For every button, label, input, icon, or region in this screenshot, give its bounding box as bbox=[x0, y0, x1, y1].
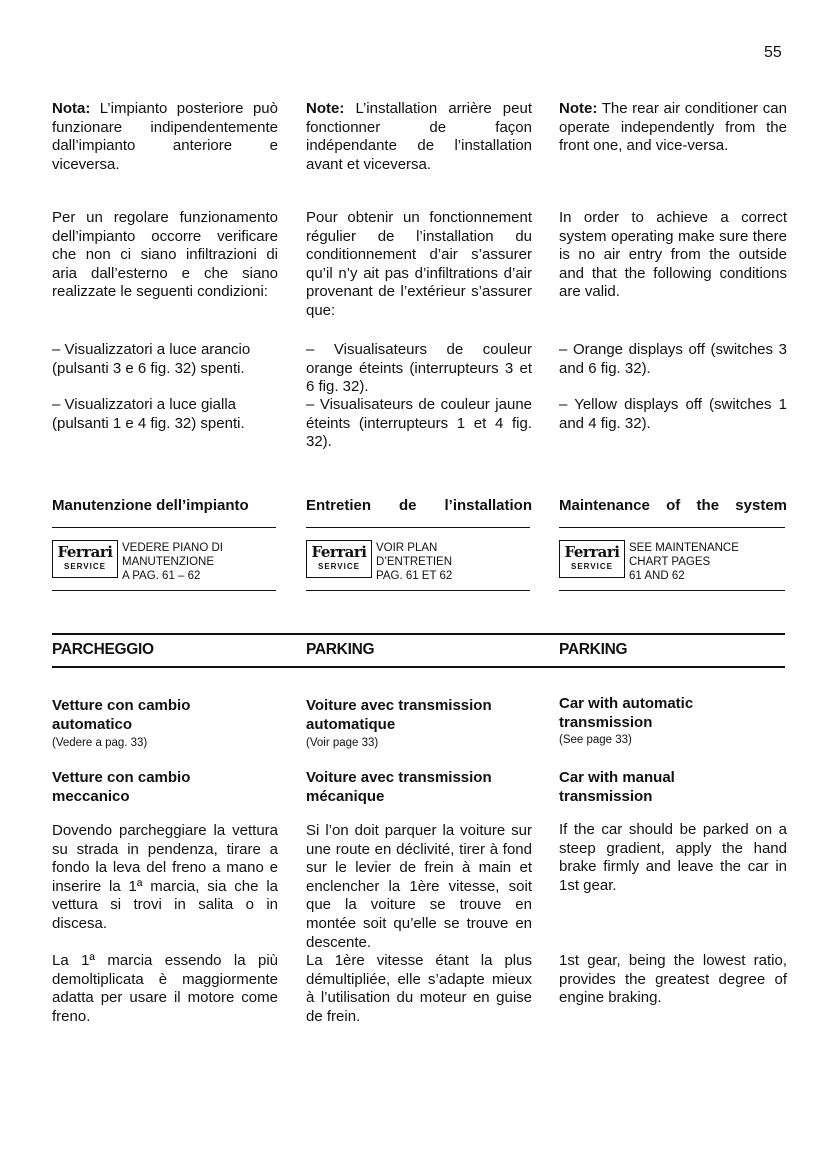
manual-title-line-1: Car with manual bbox=[559, 769, 675, 786]
divider bbox=[559, 527, 785, 528]
manual-title-fr bbox=[306, 769, 492, 806]
intro-it: Per un regolare funzionamento dell’impianto occorre verificare che non ci siano infiltrazioni di aria dall’esterno e che siano realizzate le seguenti condizioni: bbox=[52, 209, 278, 301]
note-label-it: Nota: bbox=[52, 100, 91, 117]
manual-title-line-2: mécanique bbox=[306, 787, 385, 805]
gear-text-fr: La 1ère vitesse étant la plus démultipliée, elle s’adapte mieux à l’utilisation du moteur en guise de frein. bbox=[306, 952, 532, 1025]
auto-title-line-1: Vetture con cambio bbox=[52, 697, 191, 714]
note-text-fr: L’installation arrière peut fonctionner de façon indépendante de l’installation avant et viceversa. bbox=[306, 100, 532, 173]
gear-text-en: 1st gear, being the lowest ratio, provides the greatest degree of engine braking. bbox=[559, 952, 787, 1007]
auto-ref-fr: (Voir page 33) bbox=[306, 737, 379, 749]
service-instructions-it bbox=[122, 541, 223, 583]
note-label-fr: Note: bbox=[306, 100, 345, 117]
auto-title-line-1: Voiture avec transmission bbox=[306, 697, 492, 714]
section-rule-top bbox=[52, 633, 785, 635]
note-en bbox=[559, 100, 787, 156]
note-it bbox=[52, 100, 278, 174]
service-word: SERVICE bbox=[64, 562, 106, 571]
note-fr bbox=[306, 100, 532, 174]
divider bbox=[306, 527, 530, 528]
maintenance-title-it: Manutenzione dell’impianto bbox=[52, 497, 249, 514]
divider bbox=[52, 527, 276, 528]
divider bbox=[559, 590, 785, 591]
manual-title-line-1: Voiture avec transmission bbox=[306, 769, 492, 786]
auto-title-it bbox=[52, 697, 190, 734]
ferrari-logo-text: Ferrari bbox=[311, 543, 367, 561]
service-line-2: CHART PAGES bbox=[629, 556, 711, 568]
service-line-2: D’ENTRETIEN bbox=[376, 556, 453, 568]
parking-text-it: Dovendo parcheggiare la vettura su strada in pendenza, tirare a fondo la leva del freno a mano e inserire la 1ª marcia, sia che la vettura si trovi in salita o in discesa. bbox=[52, 822, 278, 932]
service-line-3: PAG. 61 ET 62 bbox=[376, 570, 453, 582]
auto-title-line-2: transmission bbox=[559, 713, 653, 731]
service-line-1: SEE MAINTENANCE bbox=[629, 542, 739, 554]
service-line-3: A PAG. 61 – 62 bbox=[122, 570, 201, 582]
page-number: 55 bbox=[764, 44, 782, 61]
auto-title-en bbox=[559, 695, 693, 732]
service-instructions-fr bbox=[376, 541, 452, 583]
auto-title-line-2: automatique bbox=[306, 715, 396, 733]
condition-2-fr: – Visualisateurs de couleur jaune éteints (interrupteurs 1 et 4 fig. 32). bbox=[306, 396, 532, 451]
condition-1-it: – Visualizzatori a luce arancio (pulsanti 3 e 6 fig. 32) spenti. bbox=[52, 341, 251, 377]
ferrari-service-logo-icon bbox=[559, 540, 625, 578]
service-line-2: MANUTENZIONE bbox=[122, 556, 214, 568]
service-line-1: VOIR PLAN bbox=[376, 542, 438, 554]
manual-title-line-2: transmission bbox=[559, 787, 653, 805]
section-rule-bottom bbox=[52, 666, 785, 668]
auto-title-fr bbox=[306, 697, 492, 734]
maintenance-title-fr: Entretien de l’installation bbox=[306, 497, 532, 514]
condition-1-en: – Orange displays off (switches 3 and 6 fig. 32). bbox=[559, 341, 787, 377]
maintenance-title-en: Maintenance of the system bbox=[559, 497, 787, 514]
manual-title-line-1: Vetture con cambio bbox=[52, 769, 191, 786]
ferrari-service-logo-icon bbox=[306, 540, 372, 578]
note-label-en: Note: bbox=[559, 100, 598, 117]
divider bbox=[306, 590, 530, 591]
manual-title-en bbox=[559, 769, 675, 806]
auto-ref-en: (See page 33) bbox=[559, 734, 632, 746]
intro-en: In order to achieve a correct system operating make sure there is no air entry from the outside and that the following conditions are valid. bbox=[559, 209, 787, 301]
ferrari-service-logo-icon bbox=[52, 540, 118, 578]
gear-text-it: La 1ª marcia essendo la più demoltiplicata è maggiormente adatta per usare il motore come freno. bbox=[52, 952, 278, 1025]
service-word: SERVICE bbox=[318, 562, 360, 571]
intro-fr: Pour obtenir un fonctionnement régulier de l’installation du conditionnement d’air s’assurer qu’il n’y ait pas d’infiltrations d’air provenant de l’extérieur s’assurer que: bbox=[306, 209, 532, 319]
service-line-3: 61 AND 62 bbox=[629, 570, 685, 582]
auto-title-line-2: automatico bbox=[52, 715, 133, 733]
condition-2-en: – Yellow displays off (switches 1 and 4 fig. 32). bbox=[559, 396, 787, 432]
note-text-it: L’impianto posteriore può funzionare indipendentemente dall’impianto anteriore e viceversa. bbox=[52, 100, 278, 173]
manual-title-line-2: meccanico bbox=[52, 787, 130, 805]
parking-text-fr: Si l’on doit parquer la voiture sur une route en déclivité, tirer à fond sur le levier de frein à main et enclencher la 1ère vitesse, soit que la voiture se trouve en montée soit qu’elle se trouve en descente. bbox=[306, 822, 532, 951]
manual-title-it bbox=[52, 769, 190, 806]
ferrari-logo-text: Ferrari bbox=[564, 543, 620, 561]
ferrari-logo-text: Ferrari bbox=[57, 543, 113, 561]
condition-1-fr: – Visualisateurs de couleur orange éteints (interrupteurs 3 et 6 fig. 32). bbox=[306, 341, 532, 396]
auto-title-line-1: Car with automatic bbox=[559, 695, 694, 712]
auto-ref-it: (Vedere a pag. 33) bbox=[52, 737, 148, 749]
parking-title-fr: PARKING bbox=[306, 641, 375, 658]
parking-title-it: PARCHEGGIO bbox=[52, 641, 154, 658]
note-text-en: The rear air conditioner can operate independently from the front one, and vice-versa. bbox=[559, 100, 787, 155]
service-word: SERVICE bbox=[571, 562, 613, 571]
parking-text-en: If the car should be parked on a steep gradient, apply the hand brake firmly and leave the car in 1st gear. bbox=[559, 821, 787, 894]
service-line-1: VEDERE PIANO DI bbox=[122, 542, 223, 554]
service-instructions-en bbox=[629, 541, 739, 583]
divider bbox=[52, 590, 276, 591]
condition-2-it: – Visualizzatori a luce gialla (pulsanti 1 e 4 fig. 32) spenti. bbox=[52, 396, 245, 432]
parking-title-en: PARKING bbox=[559, 641, 628, 658]
